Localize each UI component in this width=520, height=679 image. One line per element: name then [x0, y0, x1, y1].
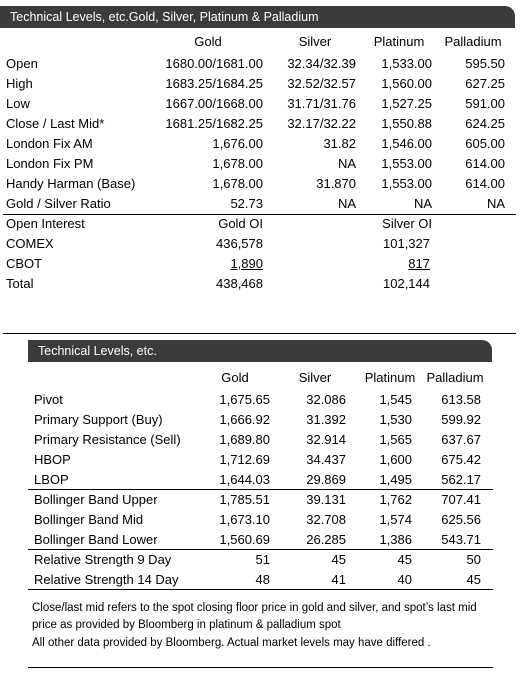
row-label: Open: [6, 56, 38, 71]
row-label: High: [6, 76, 33, 91]
silver-oi-value: 101,327: [383, 236, 430, 251]
table-row: [0, 134, 520, 154]
platinum-value: 1,533.00: [381, 56, 432, 71]
row-label: LBOP: [34, 472, 69, 487]
silver-value: NA: [337, 156, 356, 171]
row-label: Low: [6, 96, 30, 111]
palladium-value: 624.25: [465, 116, 505, 131]
platinum-value: NA: [413, 196, 432, 211]
table-row: [0, 254, 520, 274]
section2-title-bar: [28, 340, 492, 362]
table-row: [0, 550, 520, 570]
row-label: HBOP: [34, 452, 71, 467]
gold-value: 1,676.00: [212, 136, 263, 151]
row-label: Primary Support (Buy): [34, 412, 163, 427]
row-label: London Fix AM: [6, 136, 93, 151]
table-row: [0, 570, 520, 590]
palladium-value: 707.41: [441, 492, 481, 507]
table-row: [0, 490, 520, 510]
table-row: [0, 114, 520, 134]
silver-value: 32.34/32.39: [287, 56, 356, 71]
row-label: Gold / Silver Ratio: [6, 196, 111, 211]
table-row: [0, 154, 520, 174]
palladium-value: 614.00: [465, 156, 505, 171]
platinum-value: 1,565: [379, 432, 412, 447]
row-label: Handy Harman (Base): [6, 176, 136, 191]
palladium-value: 613.58: [441, 392, 481, 407]
table-row: [0, 234, 520, 254]
platinum-value: 40: [397, 572, 412, 587]
palladium-value: 627.25: [465, 76, 505, 91]
gold-value: 1,560.69: [219, 532, 270, 547]
section1-title-bar: [0, 6, 515, 28]
gold-value: 1,785.51: [219, 492, 270, 507]
palladium-value: NA: [486, 196, 505, 211]
column-header-gold: Gold: [221, 370, 249, 385]
platinum-value: 1,574: [379, 512, 412, 527]
palladium-value: 562.17: [441, 472, 481, 487]
platinum-value: 45: [397, 552, 412, 567]
section-separator: [3, 333, 516, 334]
gold-value: 1,689.80: [219, 432, 270, 447]
row-label: Bollinger Band Upper: [34, 492, 158, 507]
footnote-close: Close/last mid refers to the spot closing floor price in gold and silver, and spot’s last mid price as provided by Bloomberg in platinum & palladium spot: [32, 602, 477, 631]
row-label: Bollinger Band Lower: [34, 532, 158, 547]
gold-value: 1,673.10: [219, 512, 270, 527]
row-label: Total: [6, 276, 34, 291]
table-row: [0, 174, 520, 194]
palladium-value: 543.71: [441, 532, 481, 547]
gold-value: 51: [255, 552, 270, 567]
palladium-value: 614.00: [465, 176, 505, 191]
section1-header-row: [0, 32, 520, 52]
row-label: Close / Last Mid*: [6, 116, 105, 131]
table-row: [0, 530, 520, 550]
column-header-palladium: Palladium: [444, 34, 502, 49]
silver-oi-value: 102,144: [383, 276, 430, 291]
silver-value: 32.52/32.57: [287, 76, 356, 91]
palladium-value: 45: [466, 572, 481, 587]
section2-title: Technical Levels, etc.: [38, 344, 157, 358]
silver-value: 26.285: [306, 532, 346, 547]
table-row: [0, 94, 520, 114]
table-row: [0, 430, 520, 450]
row-label: Pivot: [34, 392, 63, 407]
row-label: Primary Resistance (Sell): [34, 432, 181, 447]
row-label: Relative Strength 14 Day: [34, 572, 179, 587]
silver-value: 31.71/31.76: [287, 96, 356, 111]
gold-oi-value: 1,890: [230, 256, 263, 271]
row-label: Bollinger Band Mid: [34, 512, 144, 527]
silver-value: 32.086: [306, 392, 346, 407]
open-interest-header-row: [0, 214, 520, 234]
palladium-value: 591.00: [465, 96, 505, 111]
row-label: London Fix PM: [6, 156, 94, 171]
silver-value: 31.870: [316, 176, 356, 191]
silver-value: NA: [337, 196, 356, 211]
row-label: COMEX: [6, 236, 54, 251]
row-label: Relative Strength 9 Day: [34, 552, 172, 567]
rsi-divider: [28, 549, 493, 550]
table-row: [0, 470, 520, 490]
platinum-value: 1,530: [379, 412, 412, 427]
page-bottom-rule: [28, 667, 493, 668]
gold-oi-header: Gold OI: [218, 216, 263, 231]
silver-value: 29.869: [306, 472, 346, 487]
platinum-value: 1,553.00: [381, 156, 432, 171]
platinum-value: 1,600: [379, 452, 412, 467]
gold-value: 1683.25/1684.25: [165, 76, 263, 91]
gold-value: 1680.00/1681.00: [165, 56, 263, 71]
gold-value: 1,678.00: [212, 156, 263, 171]
footnote-source: All other data provided by Bloomberg. Actual market levels may have differed .: [32, 637, 431, 649]
gold-value: 1681.25/1682.25: [165, 116, 263, 131]
platinum-value: 1,527.25: [381, 96, 432, 111]
platinum-value: 1,560.00: [381, 76, 432, 91]
gold-oi-value: 438,468: [216, 276, 263, 291]
table-row: [0, 390, 520, 410]
silver-value: 31.82: [323, 136, 356, 151]
bollinger-divider: [28, 489, 493, 490]
platinum-value: 1,545: [379, 392, 412, 407]
gold-value: 1,712.69: [219, 452, 270, 467]
palladium-value: 605.00: [465, 136, 505, 151]
section2-header-row: [0, 368, 520, 388]
gold-value: 52.73: [230, 196, 263, 211]
silver-value: 32.914: [306, 432, 346, 447]
palladium-value: 637.67: [441, 432, 481, 447]
palladium-value: 675.42: [441, 452, 481, 467]
palladium-value: 50: [466, 552, 481, 567]
table-row: [0, 450, 520, 470]
platinum-value: 1,762: [379, 492, 412, 507]
silver-value: 41: [331, 572, 346, 587]
palladium-value: 595.50: [465, 56, 505, 71]
gold-oi-value: 436,578: [216, 236, 263, 251]
column-header-gold: Gold: [194, 34, 222, 49]
platinum-value: 1,546.00: [381, 136, 432, 151]
column-header-platinum: Platinum: [373, 34, 425, 49]
gold-value: 1667.00/1668.00: [165, 96, 263, 111]
gold-value: 1,666.92: [219, 412, 270, 427]
table-row: [0, 274, 520, 294]
table-row: [0, 410, 520, 430]
table-row: [0, 74, 520, 94]
silver-value: 31.392: [306, 412, 346, 427]
silver-value: 45: [331, 552, 346, 567]
platinum-value: 1,386: [379, 532, 412, 547]
column-header-silver: Silver: [298, 370, 332, 385]
silver-oi-value: 817: [408, 256, 430, 271]
table-bottom-rule: [28, 589, 493, 590]
section1-title: Technical Levels, etc.Gold, Silver, Platinum & Palladium: [10, 10, 319, 24]
silver-value: 34.437: [306, 452, 346, 467]
table-row: [0, 510, 520, 530]
column-header-silver: Silver: [298, 34, 332, 49]
row-label: CBOT: [6, 256, 43, 271]
column-header-platinum: Platinum: [364, 370, 416, 385]
silver-value: 32.17/32.22: [287, 116, 356, 131]
open-interest-label: Open Interest: [6, 216, 85, 231]
platinum-value: 1,553.00: [381, 176, 432, 191]
silver-value: 32.708: [306, 512, 346, 527]
column-header-palladium: Palladium: [426, 370, 484, 385]
silver-oi-header: Silver OI: [382, 216, 432, 231]
gold-value: 1,675.65: [219, 392, 270, 407]
silver-value: 39.131: [306, 492, 346, 507]
table-row: [0, 54, 520, 74]
gold-value: 1,678.00: [212, 176, 263, 191]
palladium-value: 599.92: [441, 412, 481, 427]
gold-value: 48: [255, 572, 270, 587]
palladium-value: 625.56: [441, 512, 481, 527]
gold-value: 1,644.03: [219, 472, 270, 487]
table-row: [0, 194, 520, 214]
platinum-value: 1,550.88: [381, 116, 432, 131]
platinum-value: 1,495: [379, 472, 412, 487]
